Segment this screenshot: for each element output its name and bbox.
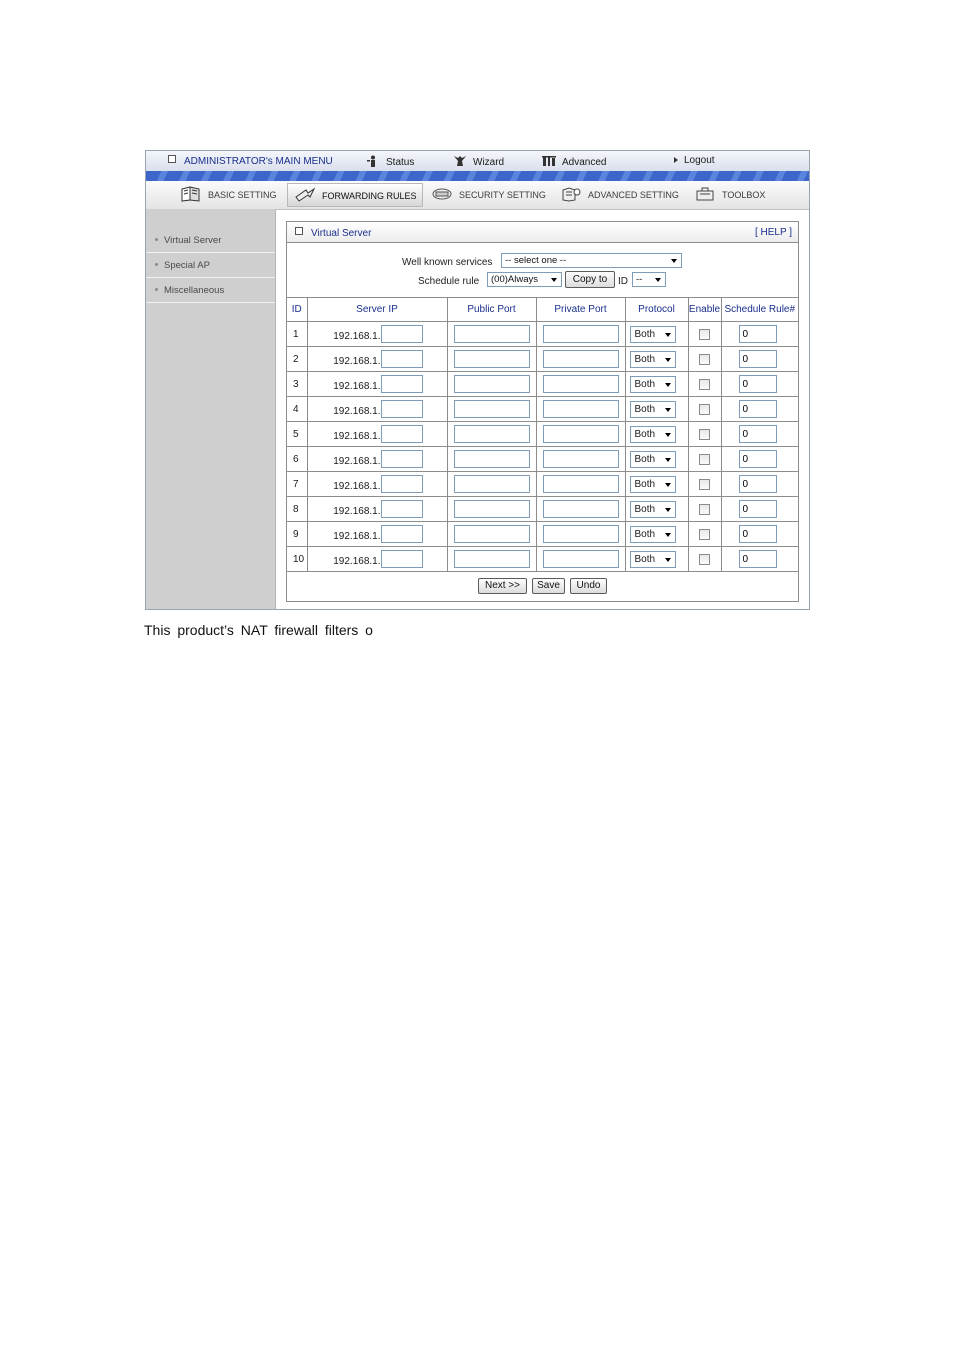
protocol-cell <box>625 422 688 447</box>
protocol-select[interactable]: Both <box>630 376 676 393</box>
private-port-cell <box>536 397 625 422</box>
panel-square-icon <box>295 227 303 235</box>
protocol-select[interactable]: Both <box>630 326 676 343</box>
protocol-cell <box>625 372 688 397</box>
public-port-input[interactable] <box>454 475 530 493</box>
table-body <box>287 322 798 572</box>
schedule-rule-input[interactable] <box>739 425 777 443</box>
row-id: 7 <box>287 472 307 497</box>
sidebar-item-virtual-server[interactable]: Virtual Server <box>146 229 275 253</box>
advanced-setting-icon <box>560 186 582 202</box>
chevron-down-icon <box>665 458 671 462</box>
chevron-down-icon <box>665 433 671 437</box>
private-port-input[interactable] <box>543 350 619 368</box>
public-port-input[interactable] <box>454 450 530 468</box>
row-id: 9 <box>287 522 307 547</box>
toolbox-icon <box>694 186 716 202</box>
enable-checkbox[interactable] <box>699 454 710 465</box>
protocol-cell <box>625 472 688 497</box>
save-button[interactable]: Save <box>532 578 565 594</box>
schedule-cell <box>721 547 798 572</box>
id-label: ID <box>618 276 628 287</box>
ip-prefix: 192.168.1. <box>333 430 381 442</box>
server-ip-input[interactable] <box>381 325 423 343</box>
protocol-select[interactable]: Both <box>630 526 676 543</box>
protocol-select[interactable]: Both <box>630 476 676 493</box>
table-row <box>287 347 798 372</box>
status-link[interactable]: Status <box>366 155 414 168</box>
public-port-cell <box>447 472 536 497</box>
chevron-down-icon <box>665 508 671 512</box>
protocol-select[interactable]: Both <box>630 401 676 418</box>
col-header-server-ip: Server IP <box>307 298 447 322</box>
tab-basic-setting[interactable]: BASIC SETTING <box>174 183 286 207</box>
server-ip-input[interactable] <box>381 375 423 393</box>
table-row <box>287 497 798 522</box>
schedule-cell <box>721 397 798 422</box>
ip-prefix: 192.168.1. <box>333 505 381 517</box>
undo-button[interactable]: Undo <box>570 578 607 594</box>
chevron-down-icon <box>665 483 671 487</box>
schedule-rule-input[interactable] <box>739 450 777 468</box>
row-id: 4 <box>287 397 307 422</box>
virtual-server-panel <box>286 221 799 602</box>
private-port-input[interactable] <box>543 525 619 543</box>
chevron-down-icon <box>551 278 557 282</box>
schedule-rule-select[interactable]: (00)Always <box>487 272 562 287</box>
schedule-rule-input[interactable] <box>739 350 777 368</box>
private-port-cell <box>536 497 625 522</box>
enable-cell <box>688 397 721 422</box>
wizard-icon <box>453 155 467 167</box>
tab-forwarding-rules[interactable]: FORWARDING RULES <box>287 183 423 207</box>
schedule-rule-label: Schedule rule <box>418 276 480 287</box>
private-port-input[interactable] <box>543 425 619 443</box>
public-port-cell <box>447 547 536 572</box>
private-port-cell <box>536 547 625 572</box>
public-port-cell <box>447 422 536 447</box>
wizard-link[interactable]: Wizard <box>453 155 504 168</box>
ip-prefix: 192.168.1. <box>333 330 381 342</box>
schedule-rule-input[interactable] <box>739 500 777 518</box>
schedule-cell <box>721 497 798 522</box>
public-port-input[interactable] <box>454 550 530 568</box>
security-wall-icon <box>431 186 453 202</box>
protocol-select[interactable]: Both <box>630 426 676 443</box>
enable-checkbox[interactable] <box>699 379 710 390</box>
enable-checkbox[interactable] <box>699 354 710 365</box>
protocol-cell <box>625 547 688 572</box>
server-ip-input[interactable] <box>381 525 423 543</box>
private-port-input[interactable] <box>543 550 619 568</box>
enable-checkbox[interactable] <box>699 429 710 440</box>
table-row <box>287 397 798 422</box>
chevron-down-icon <box>665 358 671 362</box>
row-id: 1 <box>287 322 307 347</box>
ip-prefix: 192.168.1. <box>333 555 381 567</box>
chevron-down-icon <box>665 533 671 537</box>
row-id: 2 <box>287 347 307 372</box>
virtual-server-table <box>287 297 798 572</box>
col-header-public-port: Public Port <box>447 298 536 322</box>
chevron-down-icon <box>665 558 671 562</box>
private-port-cell <box>536 422 625 447</box>
router-admin-window <box>145 150 810 610</box>
table-row <box>287 547 798 572</box>
server-ip-cell <box>307 447 447 472</box>
well-known-services-select[interactable]: -- select one -- <box>501 253 682 268</box>
row-id: 6 <box>287 447 307 472</box>
enable-checkbox[interactable] <box>699 504 710 515</box>
public-port-cell <box>447 372 536 397</box>
private-port-cell <box>536 472 625 497</box>
basic-setting-book-icon <box>180 186 202 202</box>
schedule-rule-input[interactable] <box>739 400 777 418</box>
enable-cell <box>688 522 721 547</box>
server-ip-cell <box>307 497 447 522</box>
decorative-stripe <box>146 171 809 181</box>
public-port-cell <box>447 397 536 422</box>
forwarding-arrows-icon <box>294 187 316 203</box>
schedule-cell <box>721 522 798 547</box>
enable-checkbox[interactable] <box>699 529 710 540</box>
server-ip-cell <box>307 522 447 547</box>
enable-cell <box>688 322 721 347</box>
table-header-row <box>287 298 798 322</box>
col-header-id: ID <box>287 298 307 322</box>
form-actions <box>287 571 798 601</box>
status-person-icon <box>366 155 380 167</box>
enable-cell <box>688 447 721 472</box>
schedule-cell <box>721 472 798 497</box>
enable-cell <box>688 347 721 372</box>
protocol-cell <box>625 322 688 347</box>
private-port-cell <box>536 322 625 347</box>
public-port-cell <box>447 322 536 347</box>
protocol-cell <box>625 522 688 547</box>
col-header-schedule-rule: Schedule Rule# <box>721 298 798 322</box>
sidebar-item-miscellaneous[interactable]: Miscellaneous <box>146 279 275 303</box>
schedule-cell <box>721 347 798 372</box>
private-port-input[interactable] <box>543 450 619 468</box>
server-ip-input[interactable] <box>381 450 423 468</box>
table-row <box>287 422 798 447</box>
server-ip-input[interactable] <box>381 475 423 493</box>
enable-checkbox[interactable] <box>699 479 710 490</box>
server-ip-input[interactable] <box>381 425 423 443</box>
ip-prefix: 192.168.1. <box>333 480 381 492</box>
chevron-down-icon <box>655 278 661 282</box>
ip-prefix: 192.168.1. <box>333 380 381 392</box>
enable-cell <box>688 547 721 572</box>
public-port-input[interactable] <box>454 425 530 443</box>
enable-checkbox[interactable] <box>699 554 710 565</box>
protocol-cell <box>625 347 688 372</box>
row-id: 8 <box>287 497 307 522</box>
public-port-cell <box>447 447 536 472</box>
table-row <box>287 322 798 347</box>
table-row <box>287 522 798 547</box>
server-ip-cell <box>307 422 447 447</box>
public-port-input[interactable] <box>454 400 530 418</box>
enable-cell <box>688 422 721 447</box>
menu-square-icon <box>168 155 176 163</box>
server-ip-input[interactable] <box>381 400 423 418</box>
next-button[interactable]: Next >> <box>478 578 527 594</box>
well-known-services-label: Well known services <box>402 257 493 268</box>
schedule-rule-input[interactable] <box>739 325 777 343</box>
private-port-input[interactable] <box>543 375 619 393</box>
enable-cell <box>688 497 721 522</box>
server-ip-input[interactable] <box>381 550 423 568</box>
enable-cell <box>688 472 721 497</box>
public-port-input[interactable] <box>454 375 530 393</box>
server-ip-input[interactable] <box>381 350 423 368</box>
logout-link[interactable]: Logout <box>674 155 715 166</box>
row-id: 10 <box>287 547 307 572</box>
protocol-cell <box>625 397 688 422</box>
admin-main-menu-link[interactable]: ADMINISTRATOR's MAIN MENU <box>168 155 333 167</box>
col-header-private-port: Private Port <box>536 298 625 322</box>
advanced-link[interactable]: Advanced <box>542 155 606 168</box>
server-ip-cell <box>307 322 447 347</box>
enable-checkbox[interactable] <box>699 404 710 415</box>
schedule-rule-input[interactable] <box>739 525 777 543</box>
schedule-cell <box>721 372 798 397</box>
private-port-input[interactable] <box>543 325 619 343</box>
protocol-cell <box>625 447 688 472</box>
row-id: 3 <box>287 372 307 397</box>
server-ip-cell <box>307 397 447 422</box>
schedule-rule-input[interactable] <box>739 550 777 568</box>
tab-security-setting[interactable]: SECURITY SETTING <box>425 183 553 207</box>
public-port-input[interactable] <box>454 350 530 368</box>
logout-arrow-icon <box>674 157 678 163</box>
private-port-cell <box>536 447 625 472</box>
tab-toolbox[interactable]: TOOLBOX <box>688 183 778 207</box>
main-menu-bar <box>146 151 809 172</box>
help-link[interactable]: [ HELP ] <box>754 227 792 238</box>
protocol-cell <box>625 497 688 522</box>
schedule-cell <box>721 422 798 447</box>
private-port-input[interactable] <box>543 500 619 518</box>
table-row <box>287 372 798 397</box>
protocol-select[interactable]: Both <box>630 501 676 518</box>
tab-advanced-setting[interactable]: ADVANCED SETTING <box>554 183 686 207</box>
ip-prefix: 192.168.1. <box>333 355 381 367</box>
public-port-cell <box>447 347 536 372</box>
protocol-select[interactable]: Both <box>630 451 676 468</box>
chevron-down-icon <box>665 383 671 387</box>
panel-header <box>287 222 798 243</box>
private-port-input[interactable] <box>543 400 619 418</box>
private-port-cell <box>536 347 625 372</box>
private-port-cell <box>536 522 625 547</box>
col-header-enable: Enable <box>688 298 721 322</box>
bullet-icon <box>155 238 158 241</box>
col-header-protocol: Protocol <box>625 298 688 322</box>
server-ip-cell <box>307 547 447 572</box>
public-port-cell <box>447 497 536 522</box>
copy-id-select[interactable]: -- <box>632 272 666 287</box>
chevron-down-icon <box>665 333 671 337</box>
table-row <box>287 447 798 472</box>
chevron-down-icon <box>665 408 671 412</box>
chevron-down-icon <box>671 259 677 263</box>
copy-to-button[interactable]: Copy to <box>565 271 615 288</box>
enable-checkbox[interactable] <box>699 329 710 340</box>
row-id: 5 <box>287 422 307 447</box>
public-port-input[interactable] <box>454 325 530 343</box>
schedule-cell <box>721 447 798 472</box>
schedule-rule-input[interactable] <box>739 375 777 393</box>
sidebar <box>146 209 276 609</box>
table-row <box>287 472 798 497</box>
bullet-icon <box>155 288 158 291</box>
panel-title: Virtual Server <box>295 227 371 239</box>
enable-cell <box>688 372 721 397</box>
protocol-select[interactable]: Both <box>630 551 676 568</box>
advanced-tools-icon <box>542 155 556 167</box>
ip-prefix: 192.168.1. <box>333 530 381 542</box>
sidebar-item-special-ap[interactable]: Special AP <box>146 254 275 278</box>
tab-bar <box>146 181 809 210</box>
protocol-select[interactable]: Both <box>630 351 676 368</box>
public-port-input[interactable] <box>454 525 530 543</box>
server-ip-cell <box>307 347 447 372</box>
server-ip-cell <box>307 472 447 497</box>
public-port-cell <box>447 522 536 547</box>
server-ip-input[interactable] <box>381 500 423 518</box>
ip-prefix: 192.168.1. <box>333 455 381 467</box>
public-port-input[interactable] <box>454 500 530 518</box>
server-ip-cell <box>307 372 447 397</box>
private-port-input[interactable] <box>543 475 619 493</box>
schedule-cell <box>721 322 798 347</box>
body-caption: This product’s NAT firewall filters o <box>144 622 373 638</box>
schedule-rule-input[interactable] <box>739 475 777 493</box>
private-port-cell <box>536 372 625 397</box>
bullet-icon <box>155 263 158 266</box>
ip-prefix: 192.168.1. <box>333 405 381 417</box>
